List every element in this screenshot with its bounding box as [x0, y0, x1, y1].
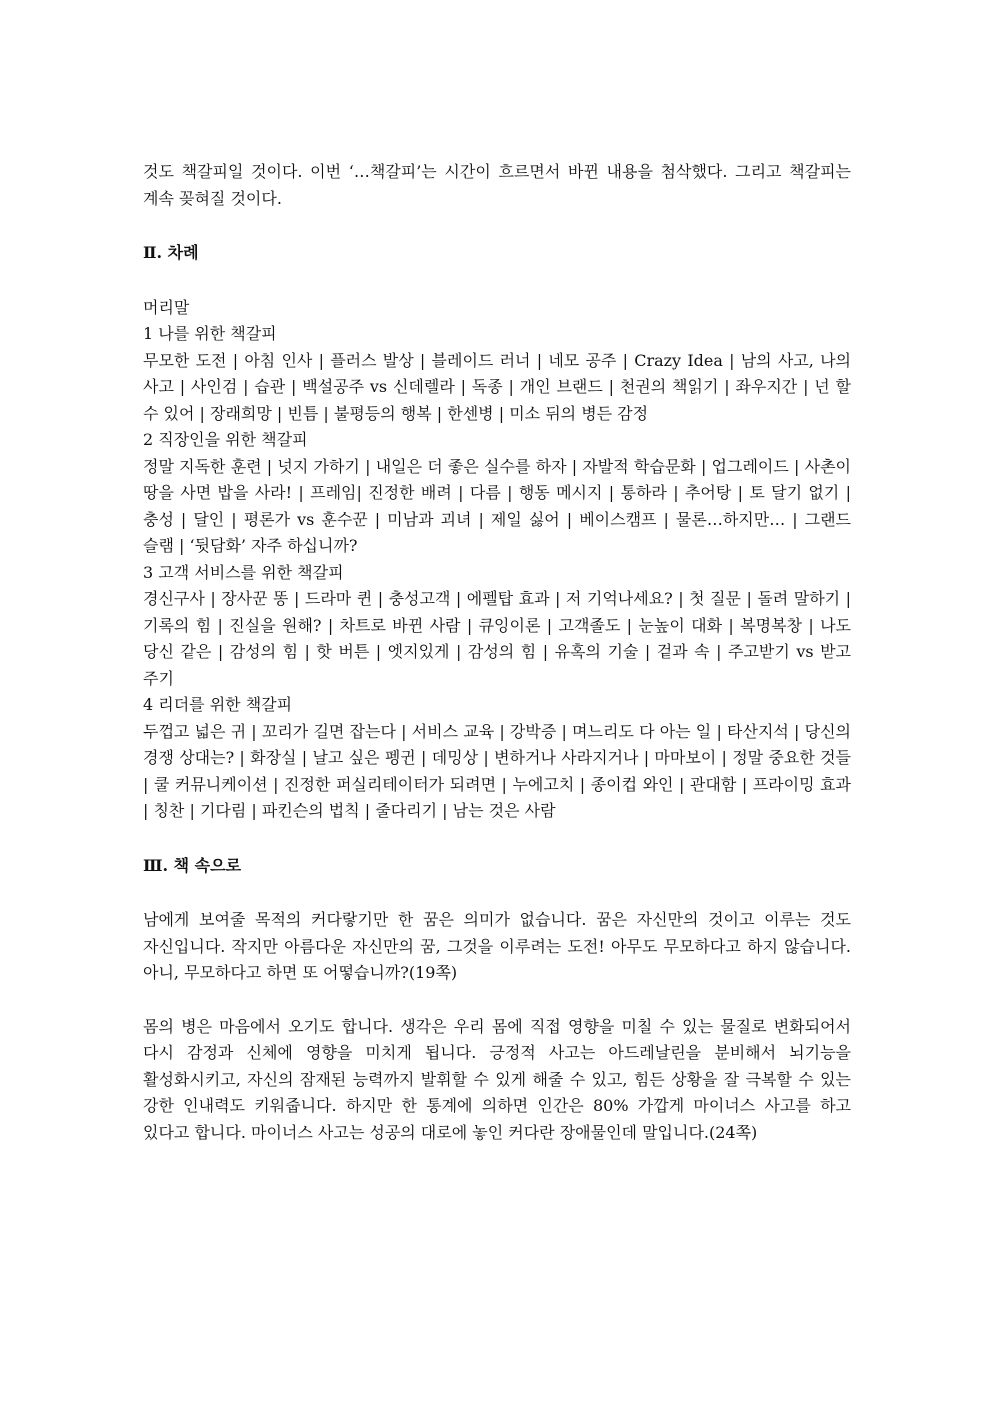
quote-paragraph: 남에게 보여줄 목적의 커다랗기만 한 꿈은 의미가 없습니다. 꿈은 자신만의 것이고 이루는 것도 자신입니다. 작지만 아름다운 자신만의 꿈, 그것을 이루려는 도전! 아무도 무모하다고 하지 않습니다. 아니, 무모하다고 하면 또 어떻습니까?(19쪽) [143, 910, 851, 982]
inside-heading: Ⅲ. 책 속으로 [143, 855, 242, 875]
toc-preface: 머리말 [143, 297, 190, 317]
toc-chapter-items: 경신구사 | 장사꾼 똥 | 드라마 퀸 | 충성고객 | 에펠탑 효과 | 저 기억나세요? | 첫 질문 | 돌려 말하기 | 기록의 힘 | 진실을 원해? | 차트로 바뀐 사람 | 큐잉이론 | 고객졸도 | 눈높이 대화 | 복명복창 | 나도 당신 같은 | 감성의 힘 | 핫 버튼 | 엣지있게 | 감성의 힘 | 유혹의 기술 | 겉과 속 | 주고받기 vs 받고 주기 [143, 589, 851, 688]
toc-heading: Ⅱ. 차례 [143, 243, 199, 262]
toc-chapter-items: 두껍고 넓은 귀 | 꼬리가 길면 잡는다 | 서비스 교육 | 강박증 | 며느리도 다 아는 일 | 타산지석 | 당신의 경쟁 상대는? | 화장실 | 날고 싶은 펭귄 | 데밍상 | 변하거나 사라지거나 | 마마보이 | 정말 중요한 것들 | 쿨 커뮤니케이션 | 진정한 퍼실리테이터가 되려면 | 누에고치 | 종이컵 와인 | 관대함 | 프라이밍 효과 | 칭찬 | 기다림 | 파킨슨의 법칙 | 줄다리기 | 남는 것은 사람 [143, 721, 851, 820]
toc-chapter-title: 4 리더를 위한 책갈피 [143, 695, 293, 714]
quote-paragraph: 몸의 병은 마음에서 오기도 합니다. 생각은 우리 몸에 직접 영향을 미칠 수 있는 물질로 변화되어서 다시 감정과 신체에 영향을 미치게 됩니다. 긍정적 사고는 아드레날린을 분비해서 뇌기능을 활성화시키고, 자신의 잠재된 능력까지 발휘할 수 있게 해줄 수 있고, 힘든 상황을 잘 극복할 수 있는 강한 인내력도 키워줍니다. 하지만 한 통계에 의하면 인간은 80% 가깝게 마이너스 사고를 하고 있다고 합니다. 마이너스 사고는 성공의 대로에 놓인 커다란 장애물인데 말입니다.(24쪽) [143, 1016, 851, 1142]
spacer [143, 212, 851, 240]
toc-chapter-title: 2 직장인을 위한 책갈피 [143, 430, 308, 449]
intro-paragraph: 것도 책갈피일 것이다. 이번 ‘…책갈피’는 시간이 흐르면서 바뀐 내용을 첨삭했다. 그리고 책갈피는 계속 꽂혀질 것이다. [143, 162, 851, 208]
spacer [143, 987, 851, 1014]
toc-chapter-items: 정말 지독한 훈련 | 넛지 가하기 | 내일은 더 좋은 실수를 하자 | 자발적 학습문화 | 업그레이드 | 사촌이 땅을 사면 밥을 사라! | 프레임| 진정한 배려 | 다름 | 행동 메시지 | 통하라 | 추어탕 | 토 달기 없기 | 충성 | 달인 | 평론가 vs 훈수꾼 | 미남과 괴녀 | 제일 싫어 | 베이스캠프 | 물론…하지만… | 그랜드 슬램 | ‘뒷담화’ 자주 하십니까? [143, 456, 851, 555]
document-body [143, 159, 851, 1146]
toc-chapter-items: 무모한 도전 | 아침 인사 | 플러스 발상 | 블레이드 러너 | 네모 공주 | Crazy Idea | 남의 사고, 나의 사고 | 사인검 | 습관 | 백설공주 vs 신데렐라 | 독종 | 개인 브랜드 | 천권의 책읽기 | 좌우지간 | 넌 할 수 있어 | 장래희망 | 빈틈 | 불평등의 행복 | 한센병 | 미소 뒤의 병든 감정 [143, 350, 851, 423]
toc-chapter-title: 3 고객 서비스를 위한 책갈피 [143, 562, 344, 582]
toc-chapter-title: 1 나를 위한 책갈피 [143, 324, 277, 343]
spacer [143, 267, 851, 295]
spacer [143, 825, 851, 853]
spacer [143, 879, 851, 907]
